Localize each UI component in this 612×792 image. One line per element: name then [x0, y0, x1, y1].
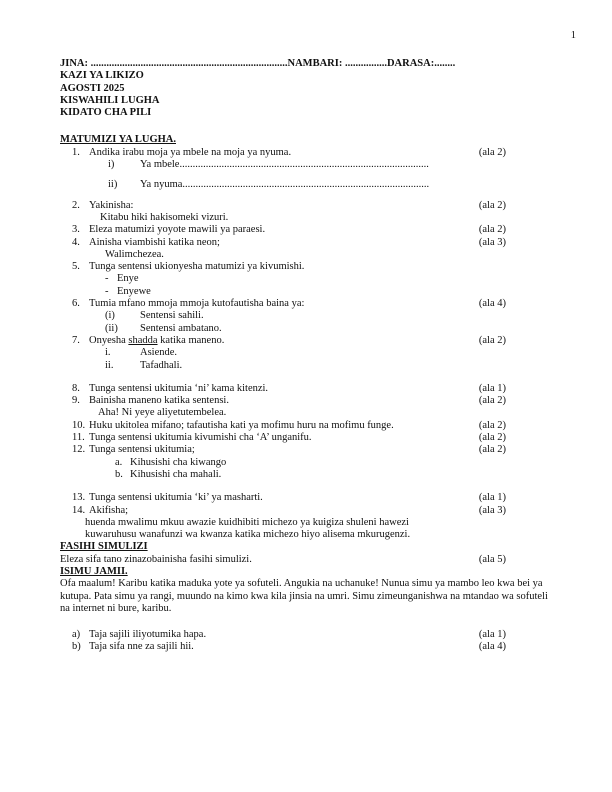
question-number: 1.	[72, 146, 80, 158]
question-number: 12.	[72, 444, 86, 456]
sub-text: Kihusishi cha mahali.	[130, 468, 222, 480]
question-row	[72, 492, 506, 504]
exam-header	[60, 58, 552, 119]
sub-text: Tafadhali.	[140, 359, 183, 371]
question-text: Akifisha;	[89, 504, 129, 516]
section-matumizi	[60, 134, 552, 541]
question-text: Andika irabu moja ya mbele na moja ya nyuma.	[89, 146, 292, 158]
question-subrow	[105, 347, 506, 359]
question-subrow	[115, 469, 506, 481]
isimu-passage: Ofa maalum! Karibu katika maduka yote ya sofuteli. Angukia na uchanuke! Nunua simu ya mambo leo kwa bei ya kutupa. Pata simu ya rangi, muundo na kimo kwa kila jinsia na umri. Simu zimeunganishwa na mtandao wa sofuteli na internet ni bure, karibu.	[60, 578, 548, 614]
section-heading-isimu: ISIMU JAMII.	[60, 565, 128, 577]
question-row	[72, 395, 506, 407]
sub-label: (ii)	[105, 322, 118, 334]
question-number: a)	[72, 629, 81, 641]
sub-text: Sentensi ambatano.	[140, 322, 222, 334]
question-subrow	[108, 179, 506, 191]
question-text: Bainisha maneno katika sentensi.	[89, 395, 229, 407]
sub-label: -	[105, 285, 109, 297]
question-text-post: katika maneno.	[157, 334, 225, 346]
question-row	[72, 335, 506, 347]
sub-text: Kihusishi cha kiwango	[130, 456, 227, 468]
sub-label: b.	[115, 468, 123, 480]
question-subrow	[105, 273, 506, 285]
question-number: 13.	[72, 492, 86, 504]
sub-label: i.	[105, 347, 111, 359]
sub-label: ii.	[105, 359, 114, 371]
question-text: Eleza matumizi yoyote mawili ya paraesi.	[89, 224, 266, 236]
question-marks: (ala 1)	[478, 382, 506, 394]
question-text: Taja sajili iliyotumika hapa.	[89, 629, 207, 641]
section-isimu	[60, 566, 552, 654]
question-text: Eleza sifa tano zinazobainisha fasihi simulizi.	[60, 553, 252, 565]
question-number: 11.	[72, 432, 85, 444]
question-subrow	[108, 159, 506, 171]
section-fasihi	[60, 541, 552, 566]
header-form: KIDATO CHA PILI	[60, 107, 152, 119]
sub-label: (i)	[105, 310, 115, 322]
sub-text: Ya mbele...............................................................................................	[140, 159, 429, 171]
question-text: Tunga sentensi ukitumia ‘ki’ ya masharti.	[89, 492, 263, 504]
question-number: 7.	[72, 334, 80, 346]
question-marks: (ala 5)	[478, 553, 506, 565]
sub-label: a.	[115, 456, 123, 468]
question-marks: (ala 2)	[478, 334, 506, 346]
sub-text: Enyewe	[117, 285, 151, 297]
question-number: 2.	[72, 199, 80, 211]
question-row	[72, 147, 506, 159]
question-text-pre: Onyesha	[89, 334, 129, 346]
question-number: b)	[72, 641, 81, 653]
sub-label: i)	[108, 159, 115, 171]
question-subrow	[85, 529, 506, 541]
question-row	[72, 629, 506, 641]
question-text: Yakinisha:	[89, 199, 134, 211]
question-marks: (ala 2)	[478, 199, 506, 211]
header-assignment-title: KAZI YA LIKIZO	[60, 70, 144, 82]
question-row	[72, 200, 506, 212]
question-number: 9.	[72, 395, 80, 407]
question-subrow	[105, 249, 506, 261]
question-subrow	[98, 407, 506, 419]
section-heading-fasihi: FASIHI SIMULIZI	[60, 541, 148, 553]
question-marks: (ala 2)	[478, 395, 506, 407]
question-number: 3.	[72, 224, 80, 236]
question-row	[72, 298, 506, 310]
header-subject: KISWAHILI LUGHA	[60, 94, 160, 106]
question-number: 10.	[72, 419, 86, 431]
question-text	[89, 335, 224, 347]
question-text: Taja sifa nne za sajili hii.	[89, 641, 194, 653]
sub-text: kuwaruhusu wanafunzi wa kwanza katika michezo hiyo alisema mkurugenzi.	[85, 529, 411, 541]
question-marks: (ala 2)	[478, 419, 506, 431]
question-subrow	[105, 360, 506, 372]
question-marks: (ala 3)	[478, 504, 506, 516]
sub-label: ii)	[108, 179, 118, 191]
question-text: Tunga sentensi ukionyesha matumizi ya kivumishi.	[89, 261, 305, 273]
question-subrow	[105, 286, 506, 298]
question-row	[72, 261, 506, 273]
sub-text: Sentensi sahili.	[140, 310, 204, 322]
sub-text: Aha! Ni yeye aliyetutembelea.	[98, 407, 227, 419]
question-marks: (ala 2)	[478, 146, 506, 158]
question-number: 6.	[72, 298, 80, 310]
sub-label: -	[105, 273, 109, 285]
question-row	[72, 641, 506, 653]
question-number: 4.	[72, 236, 80, 248]
question-row	[72, 237, 506, 249]
header-date: AGOSTI 2025	[60, 82, 125, 94]
sub-text: Ya nyuma..............................................................................................	[140, 179, 430, 191]
question-marks: (ala 4)	[478, 298, 506, 310]
question-row	[72, 420, 506, 432]
question-subrow	[115, 457, 506, 469]
question-marks: (ala 1)	[478, 629, 506, 641]
question-text: Huku ukitolea mifano; tafautisha kati ya mofimu huru na mofimu funge.	[89, 419, 394, 431]
question-subrow	[105, 310, 506, 322]
sub-text: huenda mwalimu mkuu awazie kuidhibiti michezo ya kuigiza shuleni hawezi	[85, 516, 409, 528]
question-text: Tumia mfano mmoja mmoja kutofautisha baina ya:	[89, 298, 305, 310]
question-row	[72, 224, 506, 236]
page-number: 1	[570, 30, 576, 41]
sub-text: Enye	[117, 273, 139, 285]
question-marks: (ala 4)	[478, 641, 506, 653]
question-marks: (ala 2)	[478, 224, 506, 236]
fasihi-question-row	[60, 554, 506, 566]
question-subrow	[85, 517, 506, 529]
question-row	[72, 505, 506, 517]
question-number: 8.	[72, 382, 80, 394]
question-subrow	[100, 212, 506, 224]
question-text: Tunga sentensi ukitumia kivumishi cha ‘A’ unganifu.	[89, 432, 312, 444]
question-marks: (ala 1)	[478, 492, 506, 504]
question-text-underlined: shadda	[128, 334, 158, 346]
question-number: 14.	[72, 504, 86, 516]
question-row	[72, 383, 506, 395]
question-text: Ainisha viambishi katika neon;	[89, 236, 220, 248]
question-marks: (ala 2)	[478, 444, 506, 456]
questions-list	[72, 147, 506, 542]
question-row	[72, 444, 506, 456]
sub-text: Walimchezea.	[105, 248, 164, 260]
question-number: 5.	[72, 261, 80, 273]
question-marks: (ala 3)	[478, 236, 506, 248]
question-row	[72, 432, 506, 444]
sub-text: Asiende.	[140, 347, 178, 359]
question-subrow	[105, 323, 506, 335]
question-text: Tunga sentensi ukitumia ‘ni’ kama kitenzi.	[89, 382, 269, 394]
sub-text: Kitabu hiki hakisomeki vizuri.	[100, 211, 229, 223]
student-info-line: JINA: ...........................................................................NAMBARI: ................DARASA:........	[60, 58, 456, 69]
isimu-questions-list	[72, 629, 506, 654]
section-heading-matumizi: MATUMIZI YA LUGHA.	[60, 134, 176, 146]
question-text: Tunga sentensi ukitumia;	[89, 444, 195, 456]
question-marks: (ala 2)	[478, 432, 506, 444]
